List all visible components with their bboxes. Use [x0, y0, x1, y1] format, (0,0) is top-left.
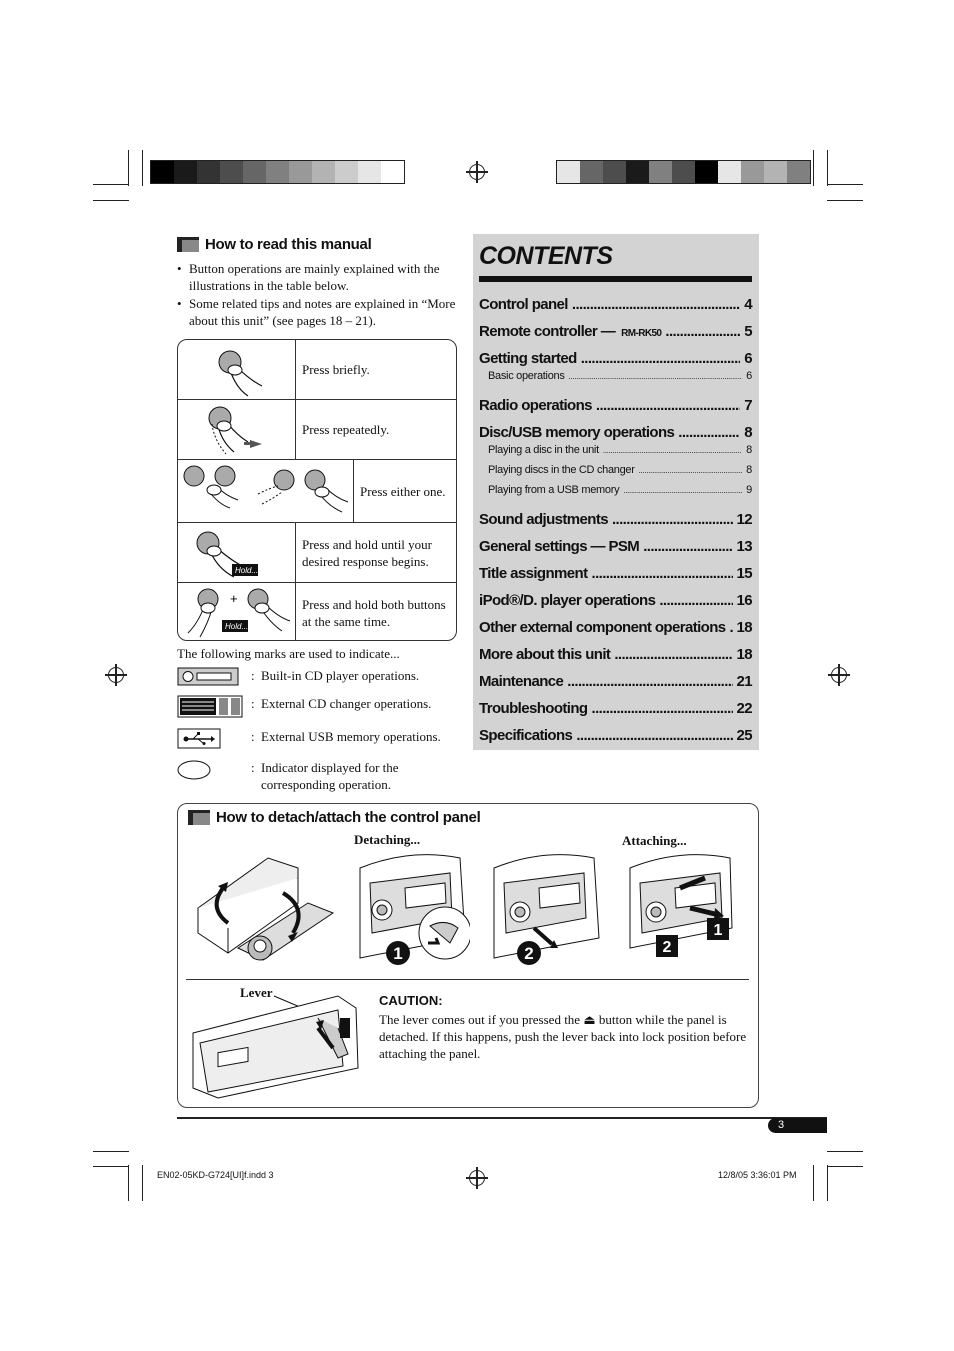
attach-step-2-badge	[655, 934, 679, 958]
crop-mark	[93, 1166, 129, 1167]
section-divider	[186, 979, 749, 980]
attaching-label: Attaching...	[622, 833, 687, 848]
table-row	[178, 583, 456, 641]
toc-entry	[479, 700, 752, 717]
mark-cd-changer: : External CD changer operations.	[177, 695, 431, 719]
color-swatch	[557, 161, 580, 183]
table-row	[178, 400, 456, 460]
toc-sub-title: Playing a disc in the unit	[488, 444, 599, 456]
bullet-item: • Some related tips and notes are explained in “More about this unit” (see pages 18 – 21).	[177, 295, 457, 329]
mark-label: External USB memory operations.	[261, 729, 441, 744]
toc-entry	[479, 565, 752, 582]
toc-leader	[678, 424, 740, 441]
toc-leader	[730, 619, 733, 636]
toc-leader	[614, 646, 732, 663]
crop-mark	[827, 200, 863, 201]
toc-entry	[479, 673, 752, 690]
crop-mark	[813, 1165, 814, 1201]
crop-mark	[93, 184, 129, 185]
footer-date: 12/8/05 3:36:01 PM	[718, 1170, 797, 1180]
caution-text: The lever comes out if you pressed the ⏏ button while the panel is detached. If this happens, push the lever back into lock position before attaching the panel.	[379, 1012, 747, 1061]
color-swatch	[151, 161, 174, 183]
detach-step2-illustration	[484, 848, 604, 968]
toc-page: 12	[736, 511, 752, 528]
read-manual-bullets	[177, 260, 457, 330]
table-row	[178, 523, 456, 583]
color-swatch	[787, 161, 810, 183]
toc-sub-page: 8	[746, 444, 752, 456]
registration-mark-icon	[469, 1170, 485, 1186]
mark-label: Built-in CD player operations.	[261, 668, 420, 683]
toc-leader	[665, 323, 740, 340]
toc-title: Disc/USB memory operations	[479, 424, 675, 441]
registration-mark-icon	[469, 164, 485, 180]
color-swatch	[672, 161, 695, 183]
toc-page: 7	[744, 397, 752, 414]
marks-intro: The following marks are used to indicate...	[177, 646, 400, 661]
toc-leader	[612, 511, 733, 528]
toc-page: 25	[736, 727, 752, 744]
color-swatch	[220, 161, 243, 183]
crop-mark	[93, 1151, 129, 1152]
toc-title: Getting started	[479, 350, 577, 367]
color-swatch	[764, 161, 787, 183]
step-number: 2	[662, 939, 672, 956]
svg-text:+: +	[230, 591, 238, 606]
color-swatch	[197, 161, 220, 183]
color-swatch	[335, 161, 358, 183]
toc-title: Other external component operations	[479, 619, 726, 636]
registration-mark-icon	[831, 667, 847, 683]
step-number: 1	[713, 922, 723, 939]
cd-changer-icon	[177, 695, 251, 719]
press-hold-illustration	[178, 523, 296, 582]
crop-mark	[142, 150, 143, 186]
step-1-badge	[385, 940, 411, 966]
hold-label: Hold...	[225, 622, 249, 631]
toc-leader	[659, 592, 732, 609]
toc-subentry	[479, 464, 752, 476]
toc-leader	[576, 727, 732, 744]
lever-illustration	[188, 988, 363, 1103]
crop-mark	[813, 150, 814, 186]
toc-entry	[479, 511, 752, 528]
color-swatch	[358, 161, 381, 183]
footer-file: EN02-05KD-G724[UI]f.indd 3	[157, 1170, 274, 1180]
bullet-item: • Button operations are mainly explained with the illustrations in the table below.	[177, 260, 457, 294]
section-marker-icon	[188, 810, 210, 825]
toc-title: Radio operations	[479, 397, 592, 414]
crop-mark	[128, 150, 129, 186]
toc-leader	[623, 486, 742, 495]
toc-page: 13	[736, 538, 752, 555]
toc-entry	[479, 592, 752, 609]
toc-page: 15	[736, 565, 752, 582]
toc-entry	[479, 424, 752, 441]
contents-panel	[473, 234, 759, 750]
color-swatch	[289, 161, 312, 183]
toc-entry	[479, 538, 752, 555]
toc-leader	[567, 673, 732, 690]
table-row	[178, 340, 456, 400]
toc-leader	[639, 466, 743, 475]
toc-title: Troubleshooting	[479, 700, 588, 717]
table-row	[178, 460, 456, 523]
mark-usb: : External USB memory operations.	[177, 728, 441, 750]
operation-label: Press briefly.	[302, 362, 370, 377]
color-swatch	[381, 161, 404, 183]
read-manual-title: How to read this manual	[205, 236, 372, 253]
toc-sub-page: 6	[746, 370, 752, 382]
toc-subentry	[479, 444, 752, 456]
toc-leader	[572, 296, 740, 313]
toc-title: Remote controller —	[479, 323, 616, 340]
color-swatch	[603, 161, 626, 183]
toc-leader	[569, 372, 743, 381]
toc-title: General settings — PSM	[479, 538, 640, 555]
contents-title: CONTENTS	[479, 242, 613, 270]
button-operations-table	[177, 339, 457, 641]
color-swatch	[243, 161, 266, 183]
color-swatch	[695, 161, 718, 183]
mark-label: External CD changer operations.	[261, 696, 432, 711]
color-swatch	[174, 161, 197, 183]
mark-builtin-cd: : Built-in CD player operations.	[177, 667, 419, 687]
indicator-oval-icon	[177, 759, 251, 781]
operation-label: Press repeatedly.	[302, 422, 390, 437]
toc-entry	[479, 296, 752, 313]
toc-title: Control panel	[479, 296, 568, 313]
toc-sub-title: Playing from a USB memory	[488, 484, 620, 496]
toc-page: 6	[744, 350, 752, 367]
toc-leader	[643, 538, 732, 555]
color-swatch	[718, 161, 741, 183]
toc-sub-title: Basic operations	[488, 370, 565, 382]
step-number: 2	[524, 944, 534, 963]
crop-mark	[827, 150, 828, 186]
toc-page: 5	[744, 323, 752, 340]
toc-page: 8	[744, 424, 752, 441]
toc-leader	[592, 565, 733, 582]
crop-mark	[827, 184, 863, 185]
lever-label: Lever	[240, 985, 273, 1000]
toc-entry	[479, 727, 752, 744]
toc-leader	[581, 350, 741, 367]
crop-mark	[827, 1165, 828, 1201]
toc-leader	[603, 446, 742, 455]
toc-leader	[592, 700, 733, 717]
toc-entry	[479, 323, 752, 340]
detaching-label: Detaching...	[354, 832, 421, 847]
crop-mark	[93, 200, 129, 201]
toc-sub-title: Playing discs in the CD changer	[488, 464, 635, 476]
registration-mark-icon	[108, 667, 124, 683]
toc-subentry	[479, 370, 752, 382]
toc-entry	[479, 397, 752, 414]
toc-entry	[479, 350, 752, 367]
toc-title: iPod®/D. player operations	[479, 592, 656, 609]
crop-mark	[827, 1151, 863, 1152]
color-bar-left	[150, 160, 405, 184]
color-swatch	[649, 161, 672, 183]
panel-case-illustration	[188, 848, 338, 978]
toc-page: 18	[736, 619, 752, 636]
toc-page: 21	[736, 673, 752, 690]
toc-page: 4	[744, 296, 752, 313]
toc-entry	[479, 619, 752, 636]
detach-title: How to detach/attach the control panel	[216, 809, 481, 826]
section-marker-icon	[177, 237, 199, 252]
caution-title: CAUTION:	[379, 993, 443, 1008]
toc-title: Maintenance	[479, 673, 564, 690]
color-swatch	[626, 161, 649, 183]
cd-player-icon	[177, 667, 251, 687]
toc-model-suffix: RM-RK50	[621, 328, 662, 339]
crop-mark	[827, 1166, 863, 1167]
contents-rule	[479, 276, 752, 282]
mark-indicator: : Indicator displayed for the corresponding operation.	[177, 759, 431, 793]
toc-entry	[479, 646, 752, 663]
hold-label: Hold...	[235, 566, 259, 575]
toc-page: 16	[736, 592, 752, 609]
color-swatch	[266, 161, 289, 183]
press-briefly-illustration	[178, 340, 296, 399]
operation-label: Press and hold both buttons at the same time.	[302, 596, 446, 629]
crop-mark	[142, 1165, 143, 1201]
toc-sub-page: 8	[746, 464, 752, 476]
color-swatch	[580, 161, 603, 183]
color-swatch	[741, 161, 764, 183]
press-either-illustration	[178, 460, 354, 522]
press-hold-both-illustration	[178, 583, 296, 641]
step-number: 1	[393, 944, 403, 963]
page-number: 3	[768, 1118, 827, 1133]
read-manual-heading	[177, 236, 371, 253]
color-swatch	[312, 161, 335, 183]
attach-step-1-badge	[706, 917, 730, 941]
toc-title: Title assignment	[479, 565, 588, 582]
detach-attach-box	[177, 803, 759, 1108]
attach-illustration	[620, 848, 740, 958]
toc-sub-page: 9	[746, 484, 752, 496]
toc-title: Specifications	[479, 727, 573, 744]
step-2-badge	[516, 940, 542, 966]
toc-page: 22	[736, 700, 752, 717]
operation-label: Press either one.	[360, 483, 446, 499]
page-bottom-rule	[177, 1117, 827, 1119]
crop-mark	[128, 1165, 129, 1201]
toc-leader	[596, 397, 740, 414]
toc-page: 18	[736, 646, 752, 663]
usb-icon	[177, 728, 251, 750]
toc-subentry	[479, 484, 752, 496]
toc-title: Sound adjustments	[479, 511, 608, 528]
mark-label: Indicator displayed for the corresponding operation.	[261, 760, 399, 792]
color-bar-right	[556, 160, 811, 184]
operation-label: Press and hold until your desired response begins.	[302, 536, 432, 569]
detach-heading	[188, 809, 480, 826]
toc-title: More about this unit	[479, 646, 611, 663]
press-repeatedly-illustration	[178, 400, 296, 459]
